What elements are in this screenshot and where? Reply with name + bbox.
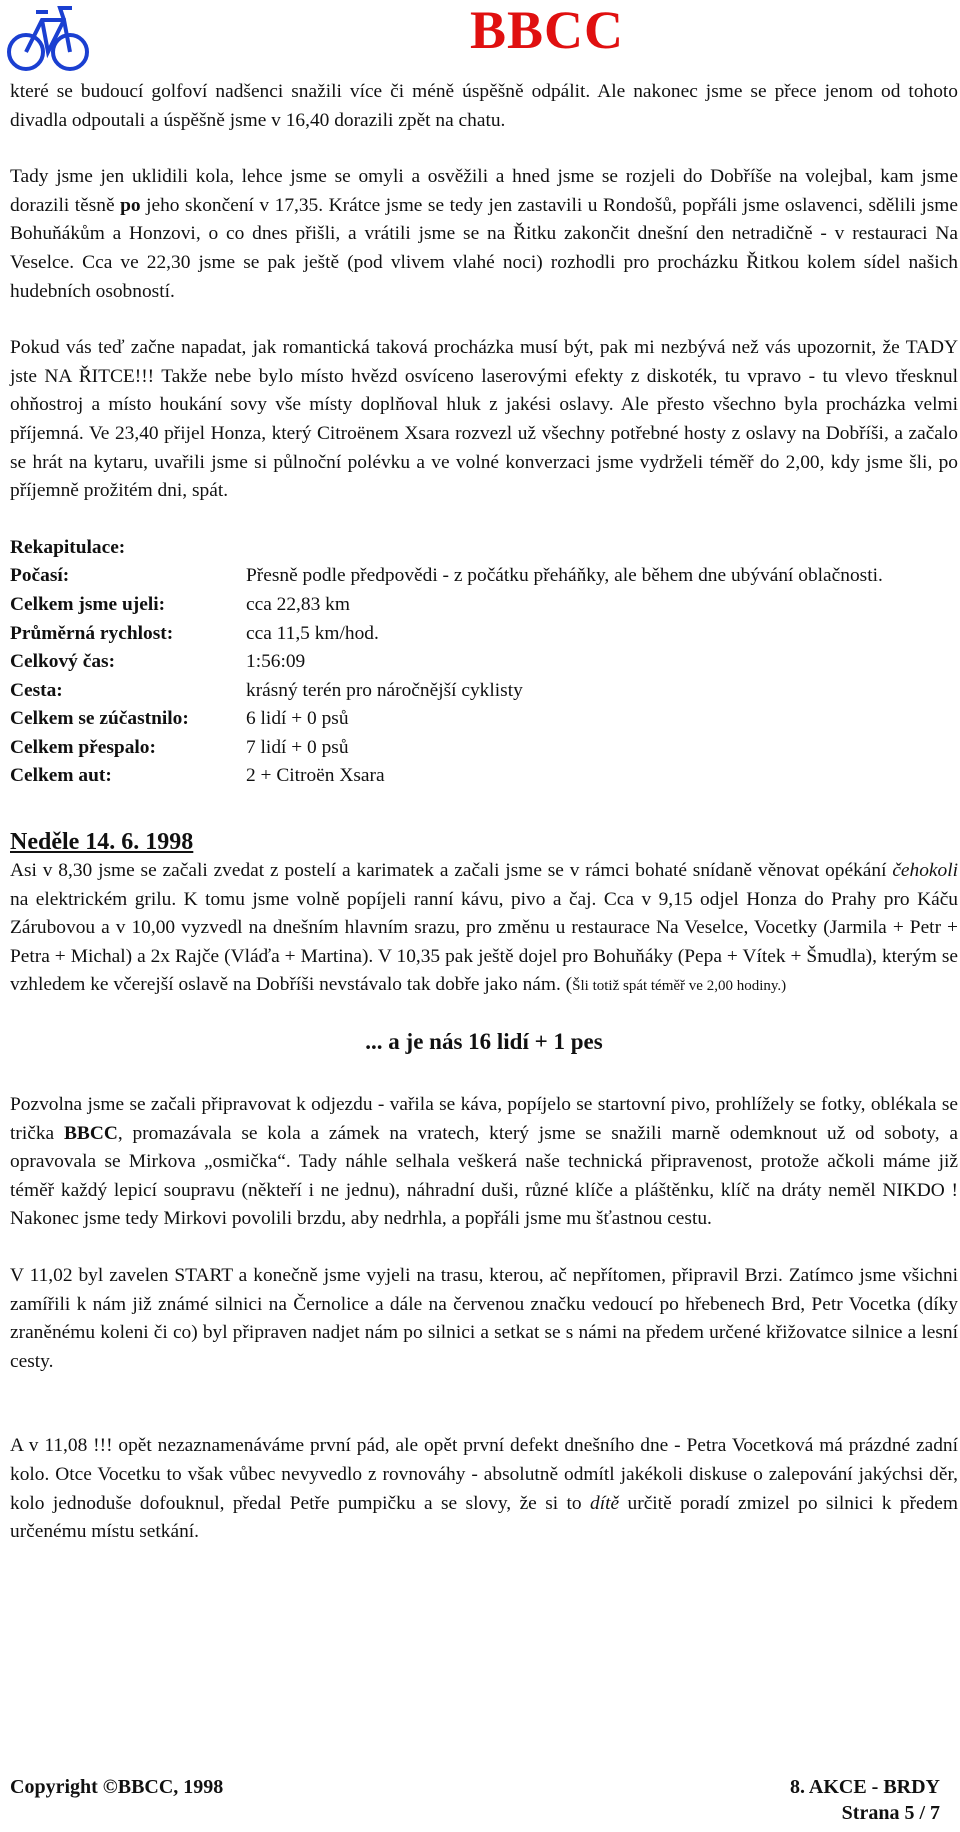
paragraph: Pokud vás teď začne napadat, jak romantická taková procházka musí být, pak mi nezbývá než vás upozornit, že TADY jste NA ŘITCE!!! Takže nebe bylo místo hvězd osvíceno laserovými efekty z diskoték, tu vpravo - tu vlevo třesknul ohňostroj a místo houkání sovy vše místy doplňoval hluk z jakési oslavy. Ale přesto všechno byla procházka velmi příjemná. Ve 23,40 přijel Honza, který Citroënem Xsara rozvezl už všechny potřebné hosty z oslavy na Dobříši, a začalo se hrát na kytaru, uvařili jsme si půlnoční polévku a ve volné konverzaci jsme vydrželi téměř do 2,00, kdy jsme šli, po příjemně prožitém dni, spát. — [10, 337, 958, 502]
text-run: určitě poradí zmizel po silnici k předem určenému místu setkání. — [10, 1492, 958, 1543]
page-header — [0, 0, 960, 72]
paragraph: V 11,02 byl zavelen START a konečně jsme vyjeli na trasu, kterou, ač nepřítomen, připravil Brzi. Zatímco jsme všichni zamířili k nám již známé silnici na Černolice a dále na červenou značku vedoucí po hřebenech Brd, Petr Vocetka (díky zraněnému koleni či co) byl připraven nadjet nám po silnici a setkat se s námi na předem určené křižovatce silnice a lesní cesty. — [10, 1265, 958, 1372]
text-run-bold: BBCC — [63, 1122, 118, 1144]
recap-value: cca 22,83 km — [246, 593, 350, 615]
text-run: Asi v 8,30 jsme se začali zvedat z postelí a karimatek a začali jsme se v rámci bohaté snídaně věnovat opékání — [10, 860, 893, 882]
recap-table — [10, 562, 958, 791]
recap-value: 1:56:09 — [246, 651, 306, 673]
document-body — [10, 78, 958, 1547]
paragraph — [10, 857, 958, 1001]
recap-value: cca 11,5 km/hod. — [246, 622, 379, 644]
recap-value: 6 lidí + 0 psů — [246, 708, 349, 730]
recap-label: Celkem přespalo: — [10, 736, 156, 758]
day-heading: Neděle 14. 6. 1998 — [10, 829, 194, 856]
paragraph — [10, 1091, 958, 1234]
text-run: jeho skončení v 17,35. Krátce jsme se tedy jen zastavili u Rondošů, popřáli jsme oslavenci, sdělili jsme Bohuňákům a Honzovi, o co dnes přišli, a vrátili jsme se na Řitku zakončit dnešní den netradičně - v restauraci Na Veselce. Cca ve 22,30 jsme se pak ještě (pod vlivem vlahé noci) rozhodli pro procházku Řitkou kolem sídel našich hudebních osobností. — [10, 194, 958, 302]
footer-page-number: Strana 5 / 7 — [841, 1802, 940, 1824]
paragraph — [10, 1432, 958, 1546]
footer-event: 8. AKCE - BRDY — [789, 1776, 940, 1798]
paragraph: které se budoucí golfoví nadšenci snažili více či méně úspěšně odpálit. Ale nakonec jsme se přece jenom od tohoto divadla odpoutali a úspěšně jsme v 16,40 dorazili zpět na chatu. — [10, 81, 958, 131]
recap-label: Průměrná rychlost: — [10, 622, 174, 644]
text-run: Pozvolna jsme se začali připravovat k odjezdu - vařila se káva, popíjelo se startovní pivo, prohlížely se fotky, oblékala se trička — [10, 1094, 958, 1144]
text-run-italic: čehokoli — [892, 860, 958, 882]
recap-label: Celkem aut: — [10, 765, 112, 787]
recap-value: 7 lidí + 0 psů — [246, 736, 349, 758]
footer-info — [790, 1774, 940, 1826]
highlight-line: ... a je nás 16 lidí + 1 pes — [365, 1029, 603, 1055]
footer-copyright: Copyright ©BBCC, 1998 — [10, 1776, 224, 1798]
recap-label: Celkem jsme ujeli: — [10, 593, 166, 615]
text-run: na elektrickém grilu. K tomu jsme volně popíjeli ranní kávu, pivo a čaj. Cca v 9,15 odjel Honza do Prahy pro Káču Zárubovou a v 10,00 vyzvedl na dnešním hlavním srazu, pro změnu u restaurace Na Veselce, Vocetky (Jarmila + Petr + Petra + Michal) a 2x Rajče (Vláďa + Martina). V 10,35 pak ještě dojel pro Bohuňáky (Pepa + Vítek + Šmudla), kterým se vzhledem ke včerejší oslavě na Dobříši nevstávalo tak dobře jako nám. ( — [10, 888, 958, 996]
recap-value: Přesně podle předpovědi - z počátku přeháňky, ale během dne ubývání oblačnosti. — [246, 565, 883, 587]
recap-value: 2 + Citroën Xsara — [246, 765, 385, 787]
text-run-bold: po — [120, 194, 141, 216]
recap-title: Rekapitulace: — [10, 536, 126, 558]
text-run: A v 11,08 !!! opět nezaznamenáváme první pád, ale opět první defekt dnešního dne - Petra Vocetková má prázdné zadní kolo. Otce Vocetku to však vůbec nevyvedlo z rovnováhy - absolutně odmítl jakékoli diskuse o zalepování jakýchsi děr, kolo jednoduše dofouknul, předal Petře pumpičku a se slovy, že si to — [10, 1435, 958, 1514]
text-run: , promazávala se kola a zámek na vratech, který jsme se snažili marně odemknout už od soboty, a opravovala se Mirkova „osmička“. Tady náhle selhala veškerá naše technická připravenost, protože ačkoli máme již téměř každý lepicí soupravu (někteří i ne jednu), náhradní duši, různé klíče a pláštěnku, klíč na dráty neměl NIKDO ! Nakonec jsme tedy Mirkovi povolili brzdu, aby nedrhla, a popřáli jsme mu šťastnou cestu. — [10, 1122, 958, 1230]
recap-label: Celkem se zúčastnilo: — [10, 708, 189, 730]
recap-label: Celkový čas: — [10, 651, 116, 673]
bicycle-icon — [6, 2, 90, 76]
recap-label: Počasí: — [10, 565, 70, 587]
brand-title: BBCC — [470, 0, 625, 60]
text-run-small: Šli totiž spát téměř ve 2,00 hodiny. — [572, 978, 782, 995]
paragraph — [10, 163, 958, 306]
text-run: Tady jsme jen uklidili kola, lehce jsme se omyli a osvěžili a hned jsme se rozjeli do Dobříše na volejbal, kam jsme dorazili těsně — [10, 166, 958, 216]
recap-label: Cesta: — [10, 679, 63, 701]
text-run-small: ) — [781, 978, 787, 995]
recap-value: krásný terén pro náročnější cyklisty — [246, 679, 523, 701]
text-run-italic: dítě — [590, 1492, 620, 1514]
